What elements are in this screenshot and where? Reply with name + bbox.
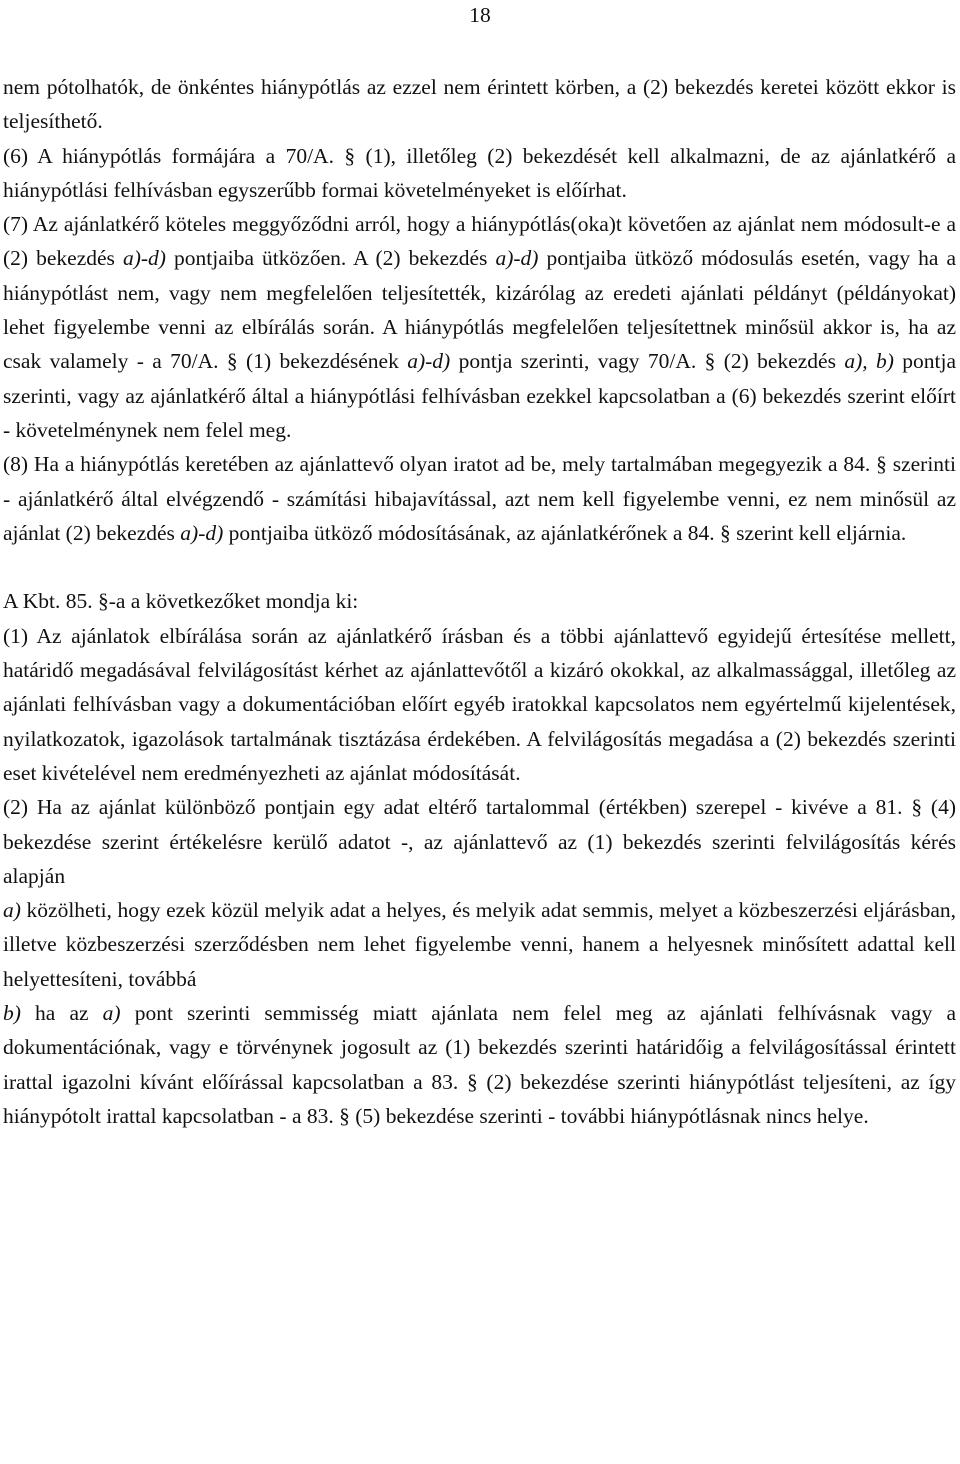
paragraph-8 [3, 447, 956, 550]
section-85-paragraph-2: (2) Ha az ajánlat különböző pontjain egy adat eltérő tartalommal (értékben) szerepel - kivéve a 81. § (4) bekezdése szerint értékelésre kerülő adatot -, az ajánlattevő az (1) bekezdés szerinti felvilágosítás kérés alapján [3, 795, 956, 888]
point-b-text-a: ha az [20, 1001, 103, 1026]
paragraph-8-text-b: pontjaiba ütköző módosításának, az ajánlatkérőnek a 84. § szerint kell eljárnia. [223, 520, 907, 545]
paragraph-continuation: nem pótolhatók, de önkéntes hiánypótlás az ezzel nem érintett körben, a (2) bekezdés keretei között ekkor is teljesíthető. [3, 75, 956, 134]
paragraph-7-text-b: pontjaiba ütközően. A (2) bekezdés [165, 246, 496, 271]
paragraph-gap [3, 550, 956, 584]
section-85-point-b [3, 996, 956, 1133]
paragraph-7-ref-2: a)-d) [495, 246, 539, 271]
point-a-text: közölheti, hogy ezek közül melyik adat a helyes, és melyik adat semmis, melyet a közbeszerzési eljárásban, illetve közbeszerzési szerződésben nem lehet figyelembe venni, hanem a helyesnek minősített adattal kell helyettesíteni, továbbá [3, 898, 956, 991]
paragraph-8-text-a: (8) Ha a hiánypótlás keretében az ajánlattevő olyan iratot ad be, mely tartalmában megegyezik a 84. § szerinti - ajánlatkérő által elvégzendő - számítási hibajavítással, azt nem kell figyelembe venni, ez nem minősül az ajánlat (2) bekezdés [3, 452, 956, 545]
page-number: 18 [469, 3, 491, 27]
section-heading: A Kbt. 85. §-a a következőket mondja ki: [3, 589, 359, 614]
paragraph-7 [3, 207, 956, 447]
paragraph-7-text-d: pontja szerinti, vagy 70/A. § (2) bekezdés [450, 349, 845, 374]
section-85-point-a [3, 893, 956, 996]
paragraph-7-text-a: (7) Az ajánlatkérő köteles meggyőződni arról, hogy a hiánypótlás(oka)t követően az ajánlat nem módosult-e a (2) bekezdés [3, 212, 956, 271]
paragraph-7-ref-4: a), b) [844, 349, 894, 374]
section-85-paragraph-1: (1) Az ajánlatok elbírálása során az ajánlatkérő írásban és a többi ajánlattevő egyidejű értesítése mellett, határidő megadásával felvilágosítást kérhet az ajánlattevőtől a kizáró okokkal, az alkalmassággal, illetőleg az ajánlati felhívásban vagy a dokumentációban előírt egyéb iratokkal kapcsolatos nem egyértelmű kijelentések, nyilatkozatok, igazolások tartalmának tisztázása érdekében. A felvilágosítás megadása a (2) bekezdés szerinti eset kivételével nem eredményezheti az ajánlat módosítását. [3, 623, 956, 785]
paragraph-7-ref-1: a)-d) [122, 246, 166, 271]
paragraph-7-text-e: pontja szerinti, vagy az ajánlatkérő által a hiánypótlási felhívásban ezekkel kapcsolatban a (6) bekezdés szerint előírt - követelménynek nem felel meg. [3, 349, 956, 442]
paragraph-7-ref-3: a)-d) [407, 349, 451, 374]
point-b-label: b) [3, 1001, 21, 1026]
paragraph-8-ref-1: a)-d) [180, 520, 224, 545]
point-b-text-b: pont szerinti semmisség miatt ajánlata nem felel meg az ajánlati felhívásnak vagy a dokumentációnak, vagy e törvénynek jogosult az (1) bekezdés szerinti határidőig a felvilágosítással érintett irattal igazolni kívánt előírással kapcsolatban a 83. § (2) bekezdése szerinti hiánypótlást teljesíteni, az így hiánypótolt irattal kapcsolatban - a 83. § (5) bekezdése szerinti - további hiánypótlásnak nincs helye. [3, 1001, 956, 1128]
body-text [3, 70, 956, 1133]
paragraph-7-text-c: pontjaiba ütköző módosulás esetén, vagy ha a hiánypótlást nem, vagy nem megfelelően teljesítették, kizárólag az eredeti ajánlati példányt (példányokat) lehet figyelembe venni az elbírálás során. A hiánypótlás megfelelően teljesítettnek minősül akkor is, ha az csak valamely - a 70/A. § (1) bekezdésének [3, 246, 957, 374]
point-a-label: a) [3, 898, 21, 923]
paragraph-6: (6) A hiánypótlás formájára a 70/A. § (1), illetőleg (2) bekezdését kell alkalmazni, de az ajánlatkérő a hiánypótlási felhívásban egyszerűbb formai követelményeket is előírhat. [3, 143, 956, 202]
point-b-ref: a) [102, 1001, 121, 1026]
